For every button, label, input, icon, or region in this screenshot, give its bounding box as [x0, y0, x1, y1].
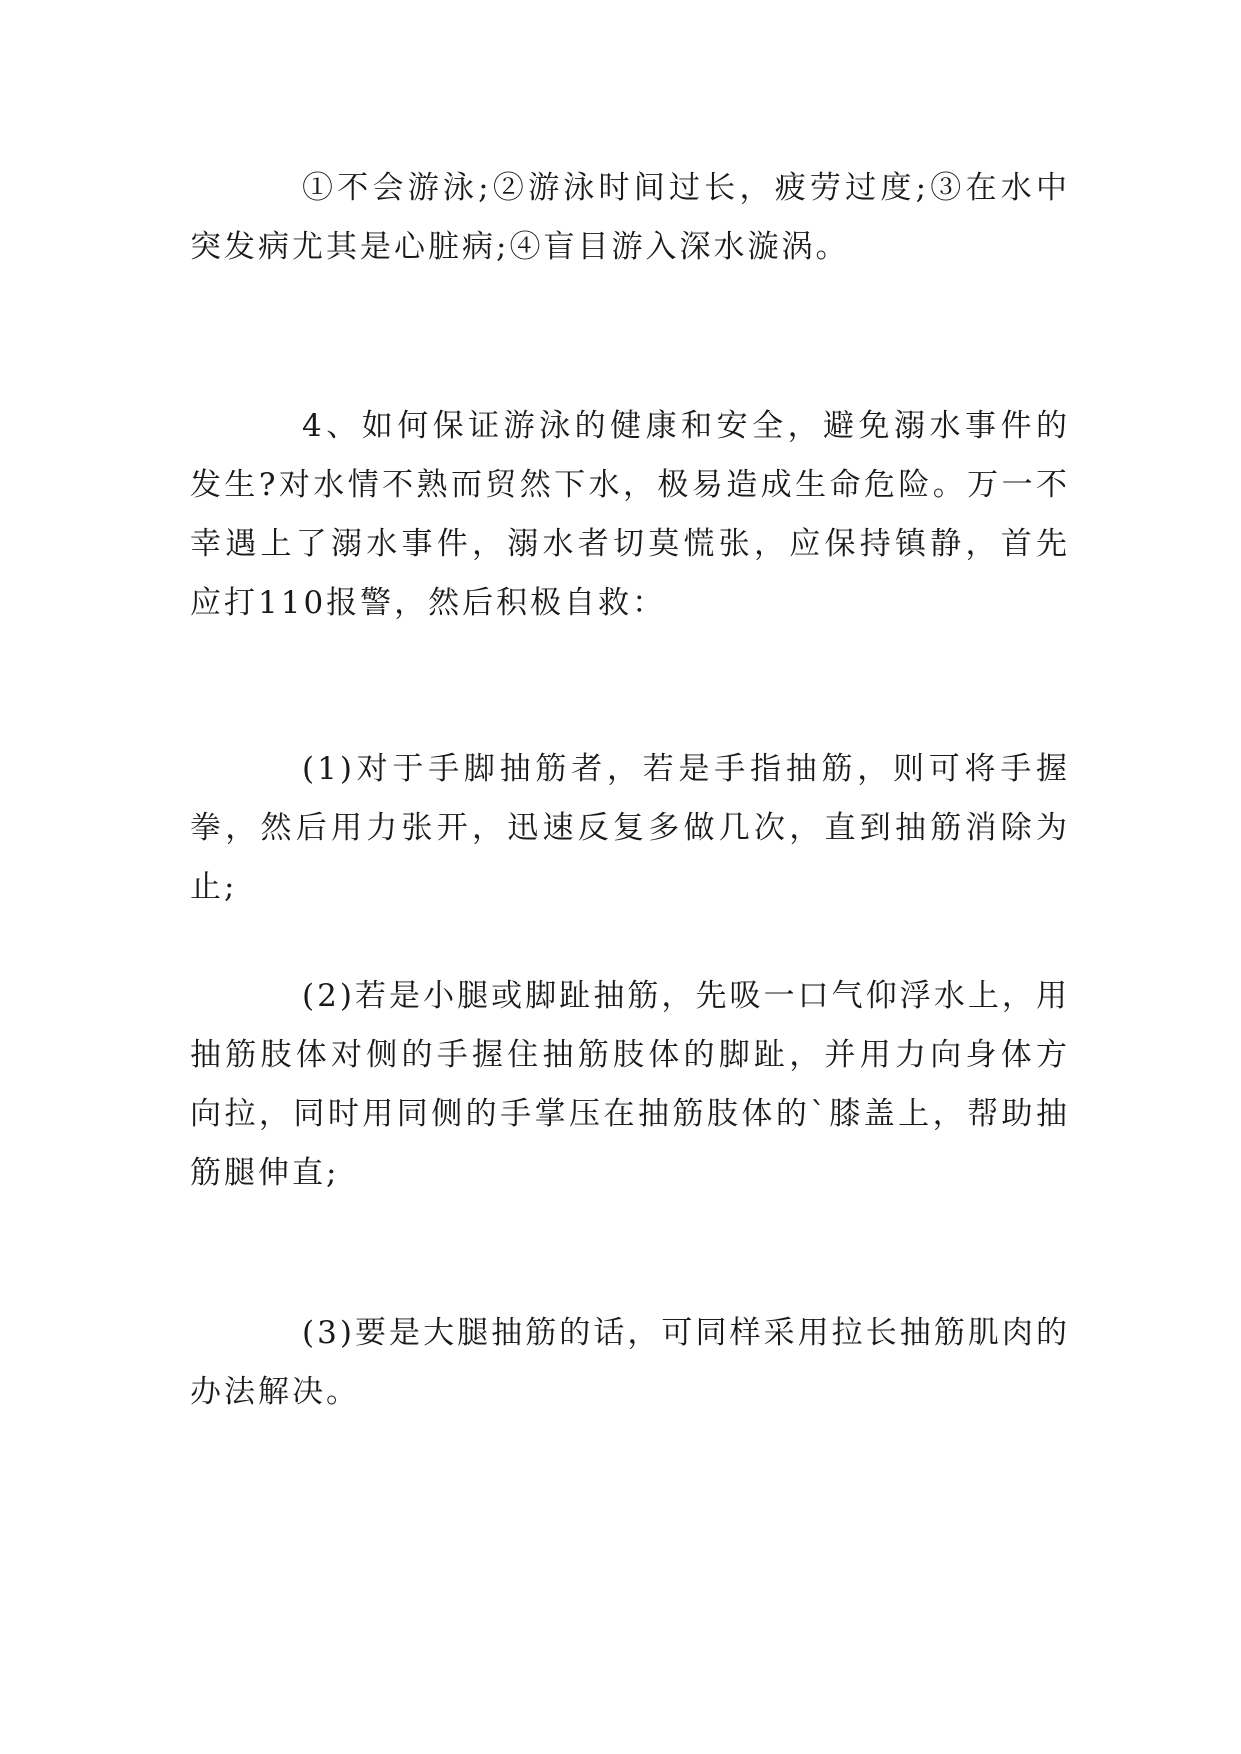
paragraph-hand-cramp: (1)对于手脚抽筋者，若是手指抽筋，则可将手握拳，然后用力张开，迅速反复多做几次，直到抽筋消除为止;: [190, 751, 1070, 905]
paragraph-drowning-causes: ①不会游泳;②游泳时间过长，疲劳过度;③在水中突发病尤其是心脏病;④盲目游入深水漩涡。: [190, 170, 1070, 265]
paragraph-calf-cramp: (2)若是小腿或脚趾抽筋，先吸一口气仰浮水上，用抽筋肢体对侧的手握住抽筋肢体的脚趾，并用力向身体方向拉，同时用同侧的手掌压在抽筋肢体的`膝盖上，帮助抽筋腿伸直;: [190, 978, 1070, 1191]
paragraph-swimming-safety: 4、如何保证游泳的健康和安全，避免溺水事件的发生?对水情不熟而贸然下水，极易造成生命危险。万一不幸遇上了溺水事件，溺水者切莫慌张，应保持镇静，首先应打110报警，然后积极自救：: [190, 408, 1070, 621]
paragraph-thigh-cramp: (3)要是大腿抽筋的话，可同样采用拉长抽筋肌肉的办法解决。: [190, 1315, 1070, 1410]
